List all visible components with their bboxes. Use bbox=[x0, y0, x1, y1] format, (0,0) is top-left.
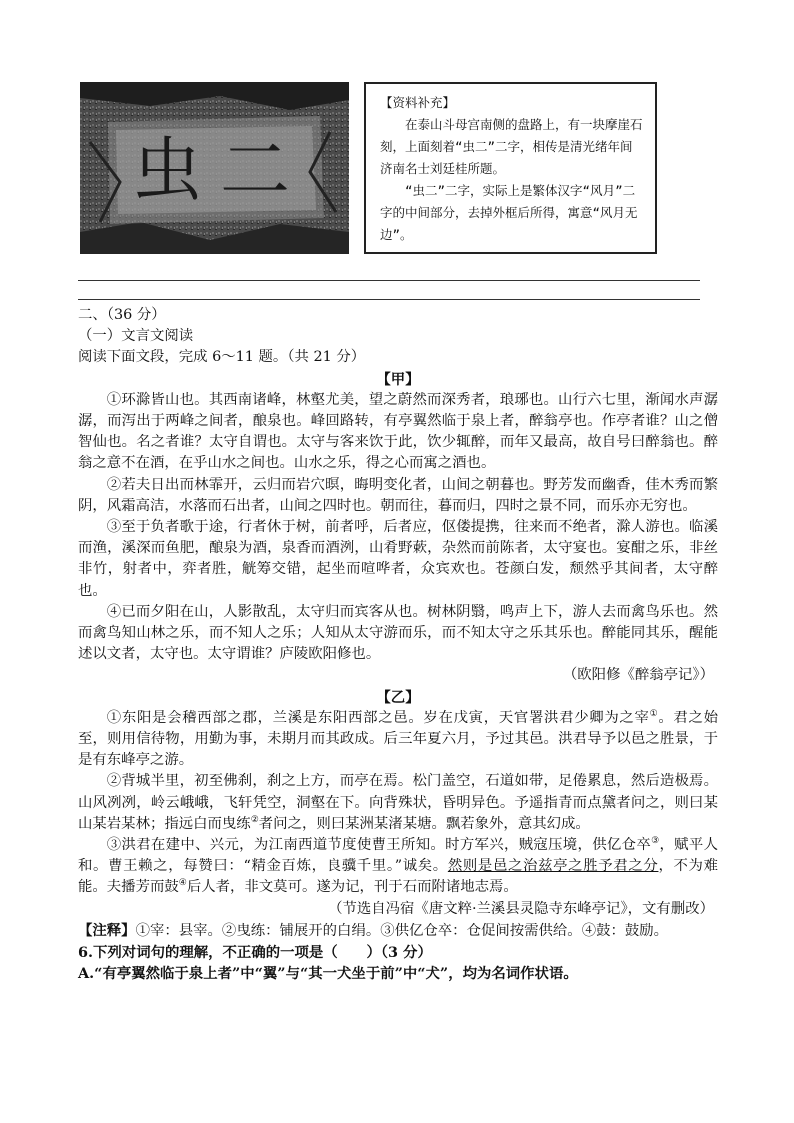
note-marker-1: ① bbox=[649, 709, 659, 720]
note-marker-4: ④ bbox=[178, 878, 187, 889]
notes-label: 【注释】 bbox=[78, 921, 136, 939]
jia-paragraph-2: ②若夫日出而林霏开，云归而岩穴暝，晦明变化者，山间之朝暮也。野芳发而幽香，佳木秀而繁阴，风霜高洁，水落而石出者，山间之四时也。朝而往，暮而归，四时之景不同，而乐亦无穷也。 bbox=[78, 476, 718, 514]
yi-paragraph-3: ③洪君在建中、兴元，为江南西道节度使曹王所知。时方军兴，贼寇压境，供亿仓卒③，赋平人和。曹王赖之，每赞曰：“精金百炼，良骥千里。”诚矣。然则是邑之治兹亭之胜予君之分，不为难能。夫播芳而鼓④后人者，非文莫可。遂为记，刊于石而附诸地志焉。 bbox=[78, 836, 718, 896]
info-box-para-2: “虫二”二字，实际上是繁体汉字“风月”二字的中间部分，去掉外框后所得，寓意“风月无边”。 bbox=[380, 183, 638, 242]
underlined-sentence: 然则是邑之治兹亭之胜予君之分 bbox=[447, 858, 659, 875]
supplementary-info-box bbox=[364, 82, 657, 254]
reading-section bbox=[78, 305, 718, 985]
answer-line-2 bbox=[78, 299, 700, 300]
yi-paragraph-1: ①东阳是会稽西部之郡，兰溪是东阳西部之邑。岁在戊寅，天官署洪君少卿为之宰①。君之始至，则用信待物，用勤为事，未期月而其政成。后三年夏六月，予过其邑。洪君导予以邑之胜景，于是有东峰亭之游。 bbox=[78, 709, 718, 769]
info-box-para-1: 在泰山斗母宫南侧的盘路上，有一块摩崖石刻，上面刻着“虫二”二字，相传是清光绪年间济南名士刘廷桂所题。 bbox=[380, 117, 643, 176]
section-subheading: （一）文言文阅读 bbox=[78, 328, 194, 345]
info-box-title: 【资料补充】 bbox=[380, 95, 456, 110]
answer-line-1 bbox=[78, 280, 700, 281]
yi-paragraph-2: ②背城半里，初至佛刹，刹之上方，而亭在焉。松门盖空，石道如带，足倦累息，然后造极焉。山风冽冽，岭云峨峨，飞轩凭空，洞壑在下。向背殊状，昏明异色。予遥指青而点黛者问之，则曰某山某岩某林；指远白而曳练②者问之，则曰某洲某渚某塘。飘若象外，意其幻成。 bbox=[78, 773, 718, 832]
jia-paragraph-4: ④已而夕阳在山，人影散乱，太守归而宾客从也。树林阴翳，鸣声上下，游人去而禽鸟乐也。然而禽鸟知山林之乐，而不知人之乐；人知从太守游而乐，而不知太守之乐其乐也。醉能同其乐，醒能述以文者，太守也。太守谓谁？庐陵欧阳修也。 bbox=[78, 603, 718, 663]
inscription-text: 虫二 bbox=[132, 129, 308, 211]
jia-source: （欧阳修《醉翁亭记》） bbox=[562, 667, 714, 684]
stone-inscription-photo bbox=[80, 82, 349, 254]
notes bbox=[78, 920, 718, 942]
note-marker-3: ③ bbox=[651, 836, 660, 847]
jia-paragraph-1: ①环滁皆山也。其西南诸峰，林壑尤美，望之蔚然而深秀者，琅琊也。山行六七里，渐闻水声潺潺，而泻出于两峰之间者，酿泉也。峰回路转，有亭翼然临于泉上者，醉翁亭也。作亭者谁？山之僧智仙也。名之者谁？太守自谓也。太守与客来饮于此，饮少辄醉，而年又最高，故自号曰醉翁也。醉翁之意不在酒，在乎山水之间也。山水之乐，得之心而寓之酒也。 bbox=[78, 391, 718, 472]
notes-text: ①宰：县宰。②曳练：铺展开的白绢。③供亿仓卒：仓促间按需供给。④鼓：鼓励。 bbox=[135, 922, 669, 939]
section-heading: 二、（36 分） bbox=[78, 307, 166, 323]
yi-source: （节选自冯宿《唐文粹·兰溪县灵隐寺东峰亭记》，文有删改） bbox=[328, 900, 714, 917]
rock-carving-image bbox=[80, 82, 349, 254]
passage-yi-label: 【乙】 bbox=[376, 688, 420, 706]
passage-jia-label: 【甲】 bbox=[376, 370, 420, 388]
question-6-stem: 6.下列对词句的理解，不正确的一项是（ ）（3 分） bbox=[78, 944, 432, 962]
question-6-option-a: A.“有亭翼然临于泉上者”中“翼”与“其一犬坐于前”中“犬”，均为名词作状语。 bbox=[78, 965, 578, 983]
note-marker-2: ② bbox=[250, 815, 259, 826]
jia-paragraph-3: ③至于负者歌于途，行者休于树，前者呼，后者应，伛偻提携，往来而不绝者，滁人游也。临溪而渔，溪深而鱼肥，酿泉为酒，泉香而酒洌，山肴野蔌，杂然而前陈者，太守宴也。宴酣之乐，非丝非竹，射者中，弈者胜，觥筹交错，起坐而喧哗者，众宾欢也。苍颜白发，颓然乎其间者，太守醉也。 bbox=[78, 519, 718, 599]
section-instruction: 阅读下面文段，完成 6～11 题。（共 21 分） bbox=[78, 349, 366, 366]
